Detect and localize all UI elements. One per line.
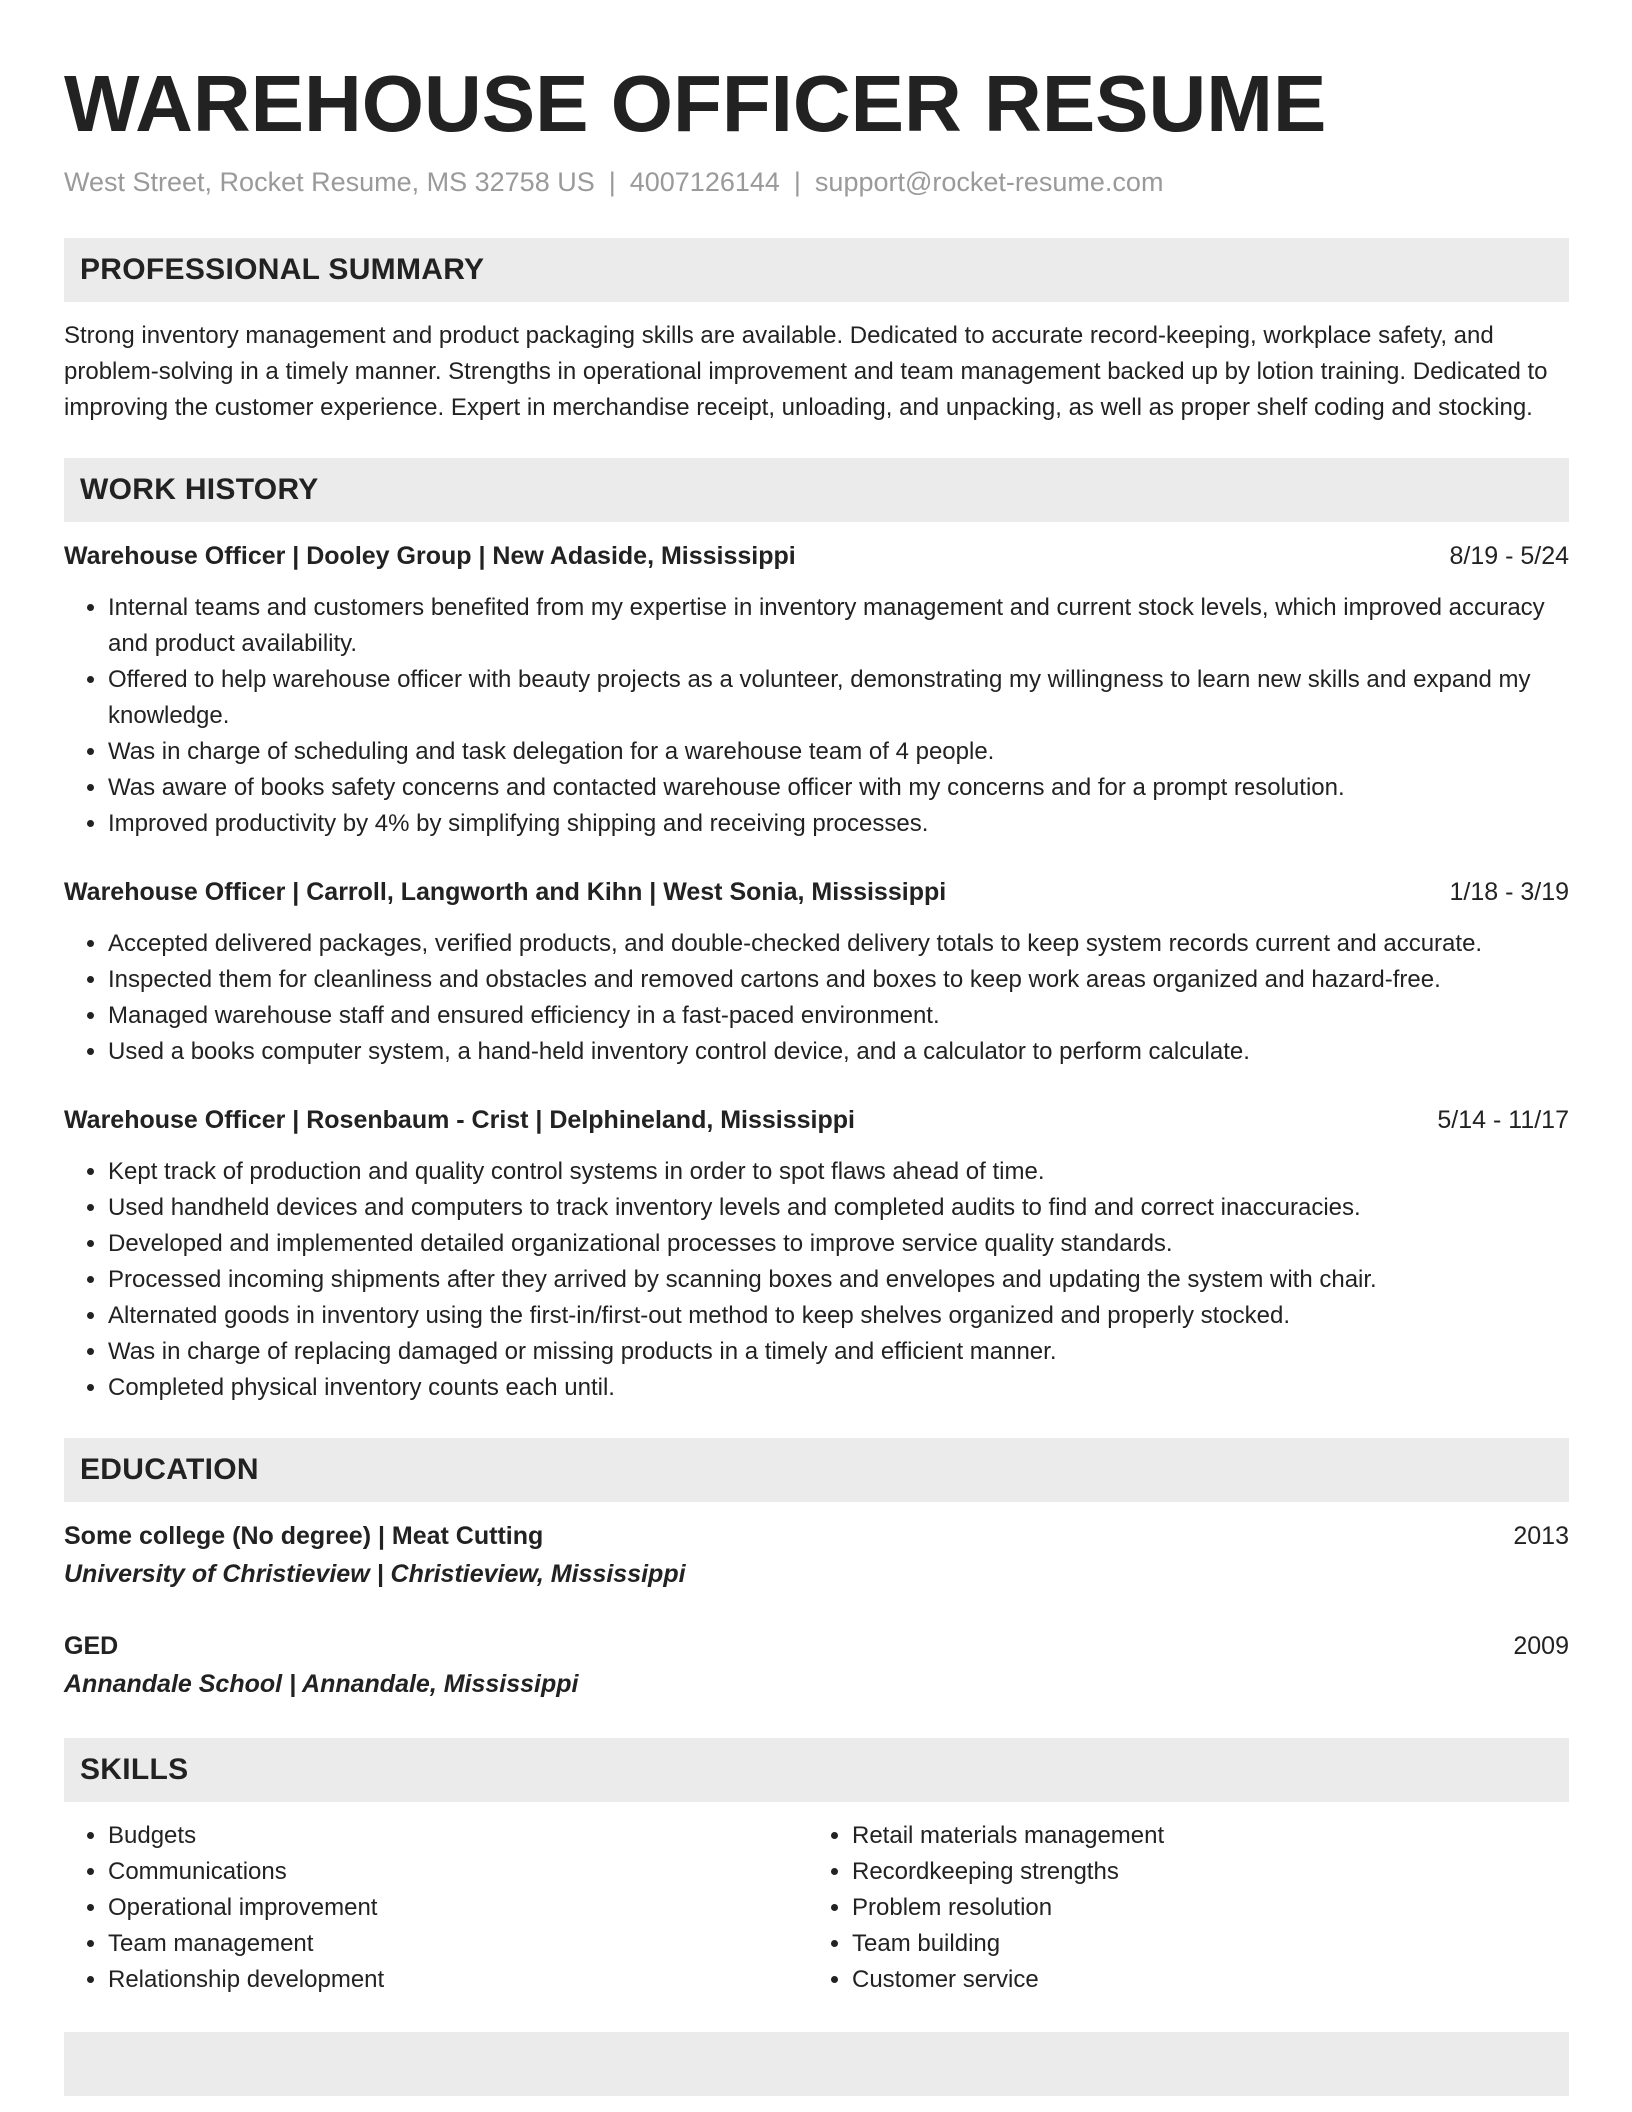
education-header [64, 1628, 1569, 1664]
job-title: Warehouse Officer | Rosenbaum - Crist | Delphineland, Mississippi [64, 1106, 855, 1134]
education-title: GED [64, 1632, 119, 1660]
job-bullet: • Was in charge of scheduling and task delegation for a warehouse team of 4 people. [108, 734, 1569, 770]
job-bullet: • Accepted delivered packages, verified products, and double-checked delivery totals to keep system records current and accurate. [108, 926, 1569, 962]
skill-item: • Problem resolution [852, 1890, 1552, 1926]
skill-item: • Team building [852, 1926, 1552, 1962]
education-school: Annandale School | Annandale, Mississippi [64, 1670, 579, 1698]
skill-item: • Communications [108, 1854, 808, 1890]
education-entry [64, 1518, 1569, 1592]
job-dates: 5/14 - 11/17 [1437, 1106, 1569, 1134]
job-bullet: • Was aware of books safety concerns and contacted warehouse officer with my concerns and for a prompt resolution. [108, 770, 1569, 806]
job-bullet: • Developed and implemented detailed organizational processes to improve service quality standards. [108, 1226, 1569, 1262]
education-year: 2013 [1513, 1522, 1569, 1550]
contact-separator: | [608, 167, 616, 197]
job-bullets [64, 590, 1569, 842]
job-bullet: • Was in charge of replacing damaged or missing products in a timely and efficient manner. [108, 1334, 1569, 1370]
job-bullet: • Completed physical inventory counts each until. [108, 1370, 1569, 1406]
job-entry [64, 538, 1569, 842]
education-entry [64, 1628, 1569, 1702]
contact-separator: | [793, 167, 801, 197]
summary-text: Strong inventory management and product packaging skills are available. Dedicated to accurate record-keeping, workplace safety, and problem-solving in a timely manner. Strengths in operational improvement and team management backed up by lotion training. Dedicated to improving the customer experience. Expert in merchandise receipt, unloading, and unpacking, as well as proper shelf coding and stocking. [64, 322, 1548, 421]
skill-item: • Team management [108, 1926, 808, 1962]
job-title: Warehouse Officer | Dooley Group | New Adaside, Mississippi [64, 542, 796, 570]
skill-item: • Operational improvement [108, 1890, 808, 1926]
education-header [64, 1518, 1569, 1554]
contact-address: West Street, Rocket Resume, MS 32758 US [64, 167, 595, 197]
job-header [64, 538, 1569, 574]
job-header [64, 1102, 1569, 1138]
job-dates: 8/19 - 5/24 [1449, 542, 1569, 570]
job-bullet: • Internal teams and customers benefited from my expertise in inventory management and current stock levels, which improved accuracy and product availability. [108, 590, 1569, 662]
job-bullet: • Inspected them for cleanliness and obstacles and removed cartons and boxes to keep work areas organized and hazard-free. [108, 962, 1569, 998]
job-bullet: • Alternated goods in inventory using the first-in/first-out method to keep shelves organized and properly stocked. [108, 1298, 1569, 1334]
skill-item: • Budgets [108, 1818, 808, 1854]
skills-list [64, 1818, 1569, 1998]
job-bullet: • Processed incoming shipments after they arrived by scanning boxes and envelopes and updating the system with chair. [108, 1262, 1569, 1298]
job-bullet: • Kept track of production and quality control systems in order to spot flaws ahead of time. [108, 1154, 1569, 1190]
skills-column-right [808, 1818, 1552, 1998]
skill-item: • Retail materials management [852, 1818, 1552, 1854]
education-year: 2009 [1513, 1632, 1569, 1660]
education-school: University of Christieview | Christieview, Mississippi [64, 1560, 686, 1588]
summary-heading: PROFESSIONAL SUMMARY [64, 238, 1569, 302]
skill-item: • Relationship development [108, 1962, 808, 1998]
job-bullet: • Managed warehouse staff and ensured efficiency in a fast-paced environment. [108, 998, 1569, 1034]
resume-title: WAREHOUSE OFFICER RESUME [64, 59, 1327, 148]
resume-page [64, 0, 1569, 2096]
contact-email: support@rocket-resume.com [814, 167, 1164, 197]
next-section-heading [64, 2032, 1569, 2096]
contact-phone: 4007126144 [629, 167, 780, 197]
job-bullet: • Used a books computer system, a hand-held inventory control device, and a calculator to perform calculate. [108, 1034, 1569, 1070]
skills-heading: SKILLS [64, 1738, 1569, 1802]
job-bullets [64, 926, 1569, 1070]
job-dates: 1/18 - 3/19 [1449, 878, 1569, 906]
work-history-heading: WORK HISTORY [64, 458, 1569, 522]
job-bullet: • Used handheld devices and computers to track inventory levels and completed audits to find and correct inaccuracies. [108, 1190, 1569, 1226]
education-title: Some college (No degree) | Meat Cutting [64, 1522, 544, 1550]
job-header [64, 874, 1569, 910]
skill-item: • Recordkeeping strengths [852, 1854, 1552, 1890]
job-title: Warehouse Officer | Carroll, Langworth and Kihn | West Sonia, Mississippi [64, 878, 947, 906]
skills-column-left [64, 1818, 808, 1998]
job-bullets [64, 1154, 1569, 1406]
job-entry [64, 1102, 1569, 1406]
job-entry [64, 874, 1569, 1070]
job-bullet: • Offered to help warehouse officer with beauty projects as a volunteer, demonstrating my willingness to learn new skills and expand my knowledge. [108, 662, 1569, 734]
job-bullet: • Improved productivity by 4% by simplifying shipping and receiving processes. [108, 806, 1569, 842]
skill-item: • Customer service [852, 1962, 1552, 1998]
contact-line [64, 164, 1569, 200]
education-heading: EDUCATION [64, 1438, 1569, 1502]
